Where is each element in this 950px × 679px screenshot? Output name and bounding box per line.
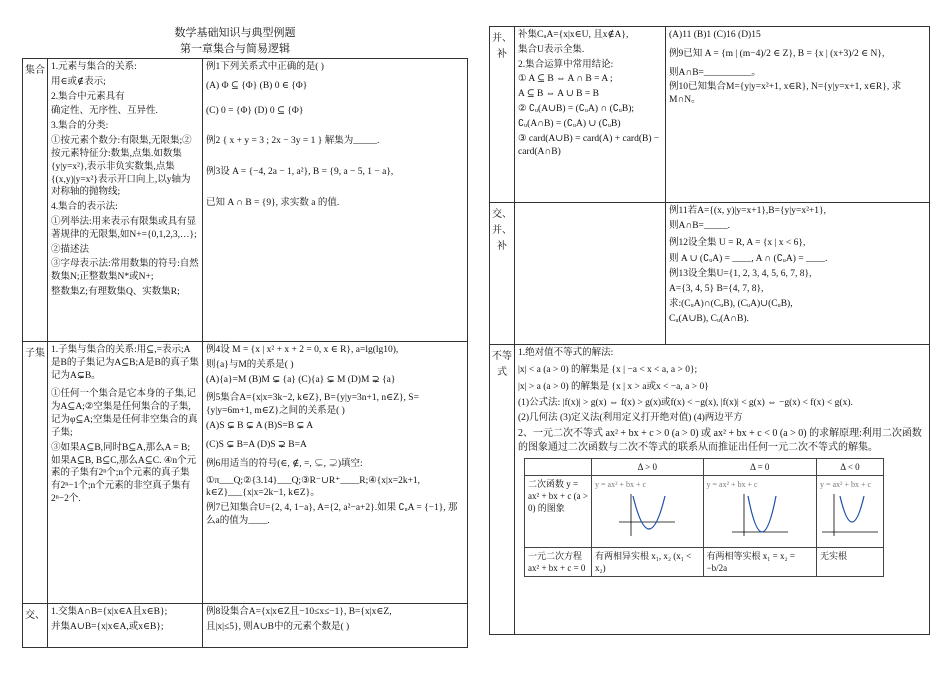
- concept-line: 4.集合的表示法:: [51, 202, 118, 213]
- roots-cell: 有两相等实根 x₁ = x₂ = −b/2a: [703, 548, 816, 577]
- set-operations-concepts: [515, 203, 666, 345]
- category-set: 集合: [23, 59, 48, 342]
- set-operations-examples: [666, 203, 930, 345]
- example-line: 例9已知 A = {m | (m−4)/2 ∈ Z}, B = {x | (x+3)/2 ∈ N},: [669, 48, 885, 59]
- concept-line: 1.元素与集合的关系:: [51, 62, 137, 72]
- quadratic-table: [524, 458, 884, 577]
- example-line: 则 A ∪ (∁ᵤA) = ____, A ∩ (∁ᵤA) = ____.: [669, 254, 828, 265]
- right-table: [489, 26, 930, 635]
- concept-line: ③字母表示法:常用数集的符号:自然数集N;正整数集N*或N+;: [51, 259, 199, 283]
- set-concepts: [48, 59, 203, 342]
- concept-line: |x| > a (a > 0) 的解集是 {x | x > a或x < −a, a > 0}: [518, 381, 709, 392]
- example-line: 例2 { x + y = 3 ; 2x − 3y = 1 } 解集为_____.: [206, 136, 380, 147]
- row-label-equation: 一元二次方程 ax² + bx + c = 0: [525, 548, 592, 577]
- concept-line: ∁ᵤ(A∩B) = (∁ᵤA) ∪ (∁ᵤB): [518, 118, 621, 129]
- example-line: 例6用适当的符号(∈, ∉, =, ⊊, ⊋)填空:: [206, 458, 363, 469]
- intersection-examples: [203, 604, 468, 648]
- example-line: A={3, 4, 5} B={4, 7, 8},: [669, 284, 764, 295]
- parabola-no-root-graph: [820, 492, 880, 538]
- example-line: 求:(CᵤA)∩(CᵤB), (CᵤA)∪(CᵤB),: [669, 298, 793, 309]
- example-line: 例5集合A={x|x=3k−2, k∈Z}, B={y|y=3n+1, n∈Z}, S={y|y=6m+1, m∈Z}之间的关系是( ): [206, 393, 419, 417]
- roots-cell: 无实根: [816, 548, 883, 577]
- concept-line: ①按元素个数分:有限集,无限集;②按元素特征分:数集,点集.如数集{y|y=x²},表示非负实数集,点集{(x,y)|y=x²}表示开口向上,以y轴为对称轴的抛物线;: [51, 136, 192, 198]
- example-line: 例8设集合A={x|x∈Z且−10≤x≤−1}, B={x|x∈Z,: [206, 607, 392, 617]
- category-intersection: 交、: [23, 604, 48, 648]
- left-table: [22, 58, 468, 648]
- concept-line: ② ∁ᵤ(A∪B) = (∁ᵤA) ∩ (∁ᵤB);: [518, 104, 635, 115]
- example-line: 已知 A ∩ B = {9}, 求实数 a 的值.: [206, 198, 340, 209]
- concept-line: ②描述法: [51, 244, 90, 255]
- table-header: Δ > 0: [592, 459, 704, 476]
- category-inequality: 不等式: [490, 345, 515, 635]
- example-line: 例11若A={(x, y)|y=x+1},B={y|y=x²+1},: [669, 206, 826, 216]
- example-line: 则A∩B=_____.: [669, 220, 731, 231]
- concept-line: 集合U表示全集.: [518, 44, 585, 55]
- example-line: 例10已知集合M={y|y=x²+1, x∈R}, N={y|y=x+1, x∈R}, 求M∩N。: [669, 82, 902, 106]
- union-examples: [666, 27, 930, 203]
- category-subset: 子集: [23, 342, 48, 604]
- category-union-complement: 并、补: [490, 27, 515, 203]
- example-line: 例7已知集合U={2, 4, 1−a}, A={2, a²−a+2}.如果 ∁ᵤA = {−1}, 那么a的值为____.: [206, 503, 458, 526]
- example-line: (A) Φ ⊆ {Φ} (B) 0 ∈ {Φ}: [206, 80, 308, 91]
- concept-line: ③如果A⊆B,同时B⊆A,那么A = B;如果A⊆B, B⊆C,那么A⊆C. ④n个元素的子集有2ⁿ个;n个元素的真子集有2ⁿ−1个;n个元素的非空真子集有2ⁿ−2个.: [51, 442, 197, 504]
- concept-line: ①列举法:用来表示有限集或具有显著规律的无限集,如N+={0,1,2,3,…};: [51, 216, 197, 240]
- parabola-two-roots-graph: [617, 492, 677, 538]
- example-line: Cᵤ(A∪B), Cᵤ(A∩B).: [669, 313, 749, 324]
- union-concepts: [515, 27, 666, 203]
- concept-line: 确定性、无序性、互异性.: [51, 106, 158, 117]
- concept-line: 1.子集与集合的关系:用⊆,=表示;A是B的子集记为A⊆B;A是B的真子集记为A⊊B。: [51, 345, 199, 381]
- example-line: 例4设 M = {x | x² + x + 2 = 0, x ∈ R}, a=lg(lg10),: [206, 345, 399, 355]
- concept-line: 2.集合运算中常用结论:: [518, 59, 614, 70]
- example-line: 且|x|≤5}, 则A∪B中的元素个数是( ): [206, 621, 350, 632]
- row-label-graph: 二次函数 y = ax² + bx + c (a > 0) 的图象: [525, 476, 592, 548]
- concept-line: ③ card(A∪B) = card(A) + card(B) − card(A∩B): [518, 133, 660, 157]
- graph-label: y = ax² + bx + c: [706, 480, 758, 490]
- concept-line: 2、一元二次不等式 ax² + bx + c > 0 (a > 0) 或 ax² + bx + c < 0 (a > 0) 的求解原理:利用二次函数的图象通过二次函数与二次不等式的联系从而推证出任何一元二次不等式的解集。: [518, 428, 922, 453]
- graph-cell-two-roots: [592, 476, 704, 548]
- example-line: 例3设 A = {−4, 2a − 1, a²}, B = {9, a − 5, 1 − a},: [206, 167, 394, 178]
- intersection-concepts: [48, 604, 203, 648]
- concept-line: 整数集Z;有理数集Q、实数集R;: [51, 287, 180, 297]
- graph-cell-one-root: [703, 476, 816, 548]
- set-examples: [203, 59, 468, 342]
- graph-cell-no-root: [816, 476, 883, 548]
- concept-line: 1.绝对值不等式的解法:: [518, 348, 614, 358]
- concept-line: 2.集合中元素具有: [51, 91, 125, 102]
- concept-line: 1.交集A∩B={x|x∈A且x∈B};: [51, 607, 168, 617]
- example-line: 例1下列关系式中正确的是( ): [206, 62, 324, 72]
- concept-line: 用∈或∉表示;: [51, 76, 106, 87]
- subset-concepts: [48, 342, 203, 604]
- example-line: 例13设全集U={1, 2, 3, 4, 5, 6, 7, 8},: [669, 269, 812, 280]
- concept-line: 并集A∪B={x|x∈A,或x∈B};: [51, 621, 164, 632]
- concept-line: A ⊆ B ⇔ A ∪ B = B: [518, 89, 599, 100]
- table-header: Δ = 0: [703, 459, 816, 476]
- roots-cell: 有两相异实根 x₁, x₂ (x₁ < x₂): [592, 548, 704, 577]
- concept-line: ①任何一个集合是它本身的子集,记为A⊆A;②空集是任何集合的子集,记为φ⊆A;空集是任何非空集合的真子集;: [51, 389, 198, 438]
- category-set-operations: 交、并、补: [490, 203, 515, 345]
- example-line: (A)S ⊊ B ⊊ A (B)S=B ⊊ A: [206, 421, 314, 432]
- table-header: [525, 459, 592, 476]
- concept-line: |x| < a (a > 0) 的解集是 {x | −a < x < a, a > 0};: [518, 364, 698, 375]
- example-line: (A)11 (B)1 (C)16 (D)15: [669, 30, 761, 40]
- example-line: (C) 0 = {Φ} (D) 0 ⊆ {Φ}: [206, 105, 304, 116]
- graph-label: y = ax² + bx + c: [819, 480, 872, 490]
- concept-line: 补集CᵤA={x|x∈U, 且x∉A},: [518, 30, 629, 40]
- table-header: Δ < 0: [816, 459, 883, 476]
- concept-line: 3.集合的分类:: [51, 121, 109, 132]
- concept-line: ① A ⊆ B ⇔ A ∩ B = A ;: [518, 74, 613, 85]
- concept-line: (2)几何法 (3)定义法(利用定义打开绝对值) (4)两边平方: [518, 413, 743, 424]
- subset-examples: [203, 342, 468, 604]
- doc-title: 数学基础知识与典型例题: [174, 27, 296, 39]
- inequality-content: [515, 345, 930, 635]
- example-line: 则A∩B=__________。: [669, 67, 761, 78]
- chapter-title: 第一章集合与简易逻辑: [180, 43, 290, 55]
- example-line: 则{a}与M的关系是( ): [206, 359, 294, 370]
- example-line: (A){a}=M (B)M ⊊ {a} (C){a} ⊊ M (D)M ⊋ {a}: [206, 374, 396, 385]
- example-line: ①π___Q;②{3.14}___Q;③R⁻∪R⁺____R;④{x|x=2k+1, k∈Z}___{x|x=2k−1, k∈Z}。: [206, 475, 421, 499]
- concept-line: (1)公式法: |f(x)| > g(x) ⇔ f(x) > g(x)或f(x) < −g(x), |f(x)| < g(x) ⇔ −g(x) < f(x) < g(x).: [518, 398, 853, 409]
- example-line: (C)S ⊊ B=A (D)S ⊋ B=A: [206, 439, 307, 450]
- example-line: 例12设全集 U = R, A = {x | x < 6},: [669, 237, 806, 248]
- parabola-one-root-graph: [730, 492, 790, 538]
- graph-label: y = ax² + bx + c: [595, 480, 647, 490]
